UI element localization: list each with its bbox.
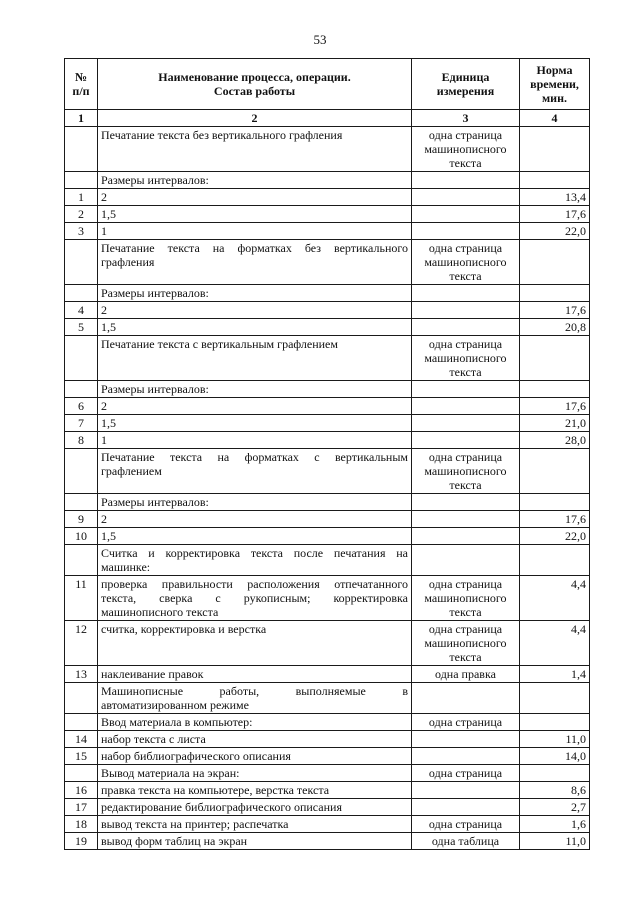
- row-norm: [520, 449, 590, 494]
- table-row: [65, 415, 590, 432]
- row-num: 17: [65, 799, 98, 816]
- row-unit: [412, 398, 520, 415]
- header-unit: Единица измерения: [412, 59, 520, 110]
- row-norm: 22,0: [520, 528, 590, 545]
- table-row: [65, 172, 590, 189]
- column-index-4: 4: [520, 110, 590, 127]
- row-name: 1,5: [98, 415, 412, 432]
- row-name: правка текста на компьютере, верстка текста: [98, 782, 412, 799]
- table-row: [65, 799, 590, 816]
- table-row: [65, 398, 590, 415]
- row-num: 10: [65, 528, 98, 545]
- row-unit: [412, 223, 520, 240]
- table-row: [65, 223, 590, 240]
- row-norm: 20,8: [520, 319, 590, 336]
- row-norm: 17,6: [520, 302, 590, 319]
- row-norm: 13,4: [520, 189, 590, 206]
- row-unit: одна страница: [412, 765, 520, 782]
- row-name: наклеивание правок: [98, 666, 412, 683]
- row-num: 8: [65, 432, 98, 449]
- row-num: [65, 714, 98, 731]
- row-unit: [412, 528, 520, 545]
- table-row: [65, 683, 590, 714]
- table-row: [65, 511, 590, 528]
- row-num: [65, 240, 98, 285]
- table-row: [65, 285, 590, 302]
- table-row: [65, 319, 590, 336]
- table-row: [65, 449, 590, 494]
- table-header: [65, 59, 590, 127]
- table-row: [65, 127, 590, 172]
- row-name: Печатание текста без вертикального графления: [98, 127, 412, 172]
- row-unit: [412, 302, 520, 319]
- row-num: 6: [65, 398, 98, 415]
- row-name: Печатание текста на форматках с вертикальным графлением: [98, 449, 412, 494]
- row-unit: одна страница: [412, 816, 520, 833]
- table-body: [65, 127, 590, 850]
- row-unit: одна страница машинописного текста: [412, 576, 520, 621]
- row-name: Размеры интервалов:: [98, 494, 412, 511]
- row-name: Считка и корректировка текста после печатания на машинке:: [98, 545, 412, 576]
- row-unit: [412, 731, 520, 748]
- row-num: 16: [65, 782, 98, 799]
- table-row: [65, 666, 590, 683]
- table-row: [65, 833, 590, 850]
- row-unit: [412, 494, 520, 511]
- row-num: 19: [65, 833, 98, 850]
- row-unit: одна страница машинописного текста: [412, 449, 520, 494]
- row-num: [65, 765, 98, 782]
- row-unit: одна правка: [412, 666, 520, 683]
- row-norm: 11,0: [520, 833, 590, 850]
- row-num: 13: [65, 666, 98, 683]
- row-unit: [412, 381, 520, 398]
- row-num: [65, 494, 98, 511]
- row-name: 2: [98, 398, 412, 415]
- row-norm: 11,0: [520, 731, 590, 748]
- row-unit: одна страница: [412, 714, 520, 731]
- row-norm: [520, 714, 590, 731]
- column-index-row: [65, 110, 590, 127]
- table-row: [65, 545, 590, 576]
- row-num: 3: [65, 223, 98, 240]
- row-num: [65, 285, 98, 302]
- row-norm: 2,7: [520, 799, 590, 816]
- row-num: [65, 336, 98, 381]
- row-unit: [412, 189, 520, 206]
- row-unit: [412, 683, 520, 714]
- row-unit: одна страница машинописного текста: [412, 621, 520, 666]
- row-name: Размеры интервалов:: [98, 172, 412, 189]
- row-unit: [412, 432, 520, 449]
- row-name: редактирование библиографического описания: [98, 799, 412, 816]
- row-norm: 1,6: [520, 816, 590, 833]
- row-name: Размеры интервалов:: [98, 381, 412, 398]
- row-name: Размеры интервалов:: [98, 285, 412, 302]
- row-norm: [520, 494, 590, 511]
- row-norm: 4,4: [520, 576, 590, 621]
- row-num: [65, 449, 98, 494]
- row-num: [65, 172, 98, 189]
- row-num: 18: [65, 816, 98, 833]
- row-name: Машинописные работы, выполняемые в автоматизированном режиме: [98, 683, 412, 714]
- time-norms-table: [64, 58, 590, 850]
- table-row: [65, 816, 590, 833]
- row-num: [65, 381, 98, 398]
- row-norm: 17,6: [520, 398, 590, 415]
- row-norm: 14,0: [520, 748, 590, 765]
- row-num: 4: [65, 302, 98, 319]
- row-unit: [412, 285, 520, 302]
- table-row: [65, 714, 590, 731]
- row-norm: 22,0: [520, 223, 590, 240]
- row-norm: [520, 381, 590, 398]
- row-unit: [412, 511, 520, 528]
- row-norm: [520, 336, 590, 381]
- row-norm: 17,6: [520, 511, 590, 528]
- row-name: 1,5: [98, 528, 412, 545]
- row-name: 1: [98, 223, 412, 240]
- page-number: 53: [313, 32, 327, 47]
- table-row: [65, 748, 590, 765]
- table-row: [65, 576, 590, 621]
- row-name: Печатание текста на форматках без вертикального графления: [98, 240, 412, 285]
- row-num: 12: [65, 621, 98, 666]
- row-norm: [520, 240, 590, 285]
- row-unit: [412, 782, 520, 799]
- column-index-3: 3: [412, 110, 520, 127]
- row-num: 1: [65, 189, 98, 206]
- row-num: [65, 127, 98, 172]
- row-unit: [412, 206, 520, 223]
- row-norm: 17,6: [520, 206, 590, 223]
- row-num: [65, 683, 98, 714]
- row-unit: одна страница машинописного текста: [412, 336, 520, 381]
- row-num: 7: [65, 415, 98, 432]
- row-name: 1,5: [98, 319, 412, 336]
- row-norm: [520, 765, 590, 782]
- row-norm: [520, 285, 590, 302]
- row-name: Печатание текста с вертикальным графлением: [98, 336, 412, 381]
- row-norm: [520, 172, 590, 189]
- header-norm: Норма времени, мин.: [520, 59, 590, 110]
- row-norm: 21,0: [520, 415, 590, 432]
- table-row: [65, 528, 590, 545]
- table-row: [65, 302, 590, 319]
- row-unit: [412, 748, 520, 765]
- row-num: 2: [65, 206, 98, 223]
- row-num: 9: [65, 511, 98, 528]
- header-name: Наименование процесса, операции. Состав работы: [98, 59, 412, 110]
- row-unit: [412, 415, 520, 432]
- row-num: 11: [65, 576, 98, 621]
- row-num: 14: [65, 731, 98, 748]
- row-name: считка, корректировка и верстка: [98, 621, 412, 666]
- row-name: Ввод материала в компьютер:: [98, 714, 412, 731]
- table-row: [65, 731, 590, 748]
- row-name: 2: [98, 511, 412, 528]
- table-row: [65, 206, 590, 223]
- row-name: набор текста с листа: [98, 731, 412, 748]
- row-name: вывод текста на принтер; распечатка: [98, 816, 412, 833]
- table-row: [65, 381, 590, 398]
- row-norm: 8,6: [520, 782, 590, 799]
- row-unit: одна таблица: [412, 833, 520, 850]
- row-unit: одна страница машинописного текста: [412, 127, 520, 172]
- table-row: [65, 765, 590, 782]
- table-row: [65, 494, 590, 511]
- table-row: [65, 432, 590, 449]
- row-name: 1,5: [98, 206, 412, 223]
- row-name: 2: [98, 189, 412, 206]
- row-name: 2: [98, 302, 412, 319]
- row-num: 15: [65, 748, 98, 765]
- table-row: [65, 336, 590, 381]
- row-norm: [520, 545, 590, 576]
- row-name: набор библиографического описания: [98, 748, 412, 765]
- row-norm: 28,0: [520, 432, 590, 449]
- row-unit: [412, 319, 520, 336]
- row-name: вывод форм таблиц на экран: [98, 833, 412, 850]
- row-unit: [412, 799, 520, 816]
- table-row: [65, 782, 590, 799]
- row-unit: одна страница машинописного текста: [412, 240, 520, 285]
- column-index-1: 1: [65, 110, 98, 127]
- column-index-2: 2: [98, 110, 412, 127]
- row-norm: 1,4: [520, 666, 590, 683]
- row-num: 5: [65, 319, 98, 336]
- header-row: [65, 59, 590, 110]
- row-unit: [412, 545, 520, 576]
- row-name: Вывод материала на экран:: [98, 765, 412, 782]
- table-row: [65, 189, 590, 206]
- row-norm: [520, 127, 590, 172]
- header-num: № п/п: [65, 59, 98, 110]
- row-name: 1: [98, 432, 412, 449]
- table-row: [65, 621, 590, 666]
- row-num: [65, 545, 98, 576]
- row-unit: [412, 172, 520, 189]
- row-name: проверка правильности расположения отпечатанного текста, сверка с рукописным; корректировка машинописного текста: [98, 576, 412, 621]
- table-row: [65, 240, 590, 285]
- row-norm: 4,4: [520, 621, 590, 666]
- row-norm: [520, 683, 590, 714]
